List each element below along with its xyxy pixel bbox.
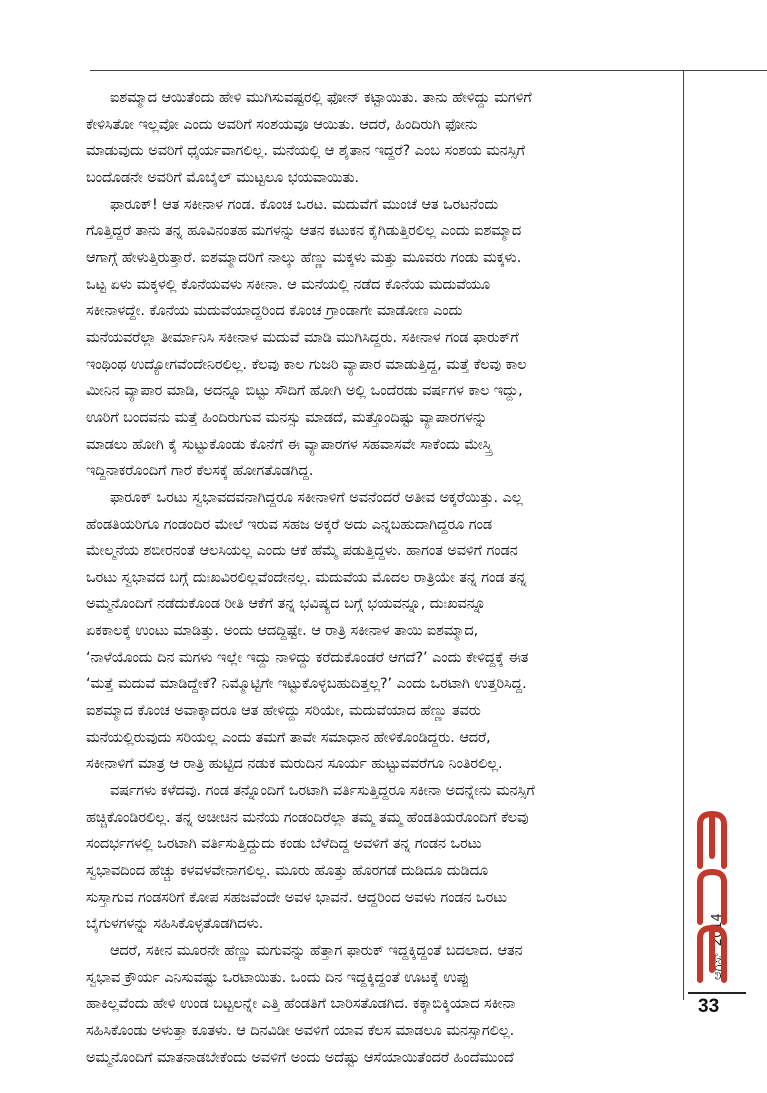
text-line: ಸಕೀನಾಳಿಗೆ ಮಾತ್ರ ಆ ರಾತ್ರಿ ಹುಟ್ಟಿದ ನಡುಕ ಮರುದಿನ ಸೂರ್ಯ ಹುಟ್ಟುವವರೆಗೂ ನಿಂತಿರಲಿಲ್ಲ.	[86, 756, 503, 773]
page-number-rule	[688, 992, 746, 994]
text-line: ಸಕೀನಾಳದ್ದೇ. ಕೊನೆಯ ಮದುವೆಯಾದ್ದರಿಂದ ಕೊಂಚ ಗ್ರಾಂಡಾಗೇ ಮಾಡೋಣ ಎಂದು	[86, 303, 463, 320]
text-line: ಮನೆಯಲ್ಲಿರುವುದು ಸರಿಯಲ್ಲ ಎಂದು ತಮಗೆ ತಾವೇ ಸಮಾಧಾನ ಹೇಳಿಕೊಂಡಿದ್ದರು. ಆದರೆ,	[86, 729, 491, 746]
text-line: ಮಾಡುವುದು ಅವರಿಗೆ ಧೈರ್ಯವಾಗಲಿಲ್ಲ. ಮನೆಯಲ್ಲಿ ಆ ಶೈತಾನ ಇದ್ದರೆ? ಎಂಬ ಸಂಶಯ ಮನಸ್ಸಿಗೆ	[86, 143, 525, 160]
paragraph	[86, 485, 694, 778]
text-line: ಹೆಂಡತಿಯರಿಗೂ ಗಂಡಂದಿರ ಮೇಲೆ ಇರುವ ಸಹಜ ಅಕ್ಕರೆ ಅದು ಎನ್ನಬಹುದಾಗಿದ್ದರೂ ಗಂಡ	[86, 516, 492, 533]
text-line: ಮೇಲ್ಮನೆಯ ಶಬೀರನಂತೆ ಆಲಸಿಯಲ್ಲ ಎಂದು ಆಕೆ ಹೆಮ್ಮೆ ಪಡುತ್ತಿದ್ದಳು. ಹಾಗಂತ ಅವಳಿಗೆ ಗಂಡನ	[86, 543, 518, 560]
text-line: ಇದ್ದಿನಾಕರೊಂದಿಗೆ ಗಾರೆ ಕೆಲಸಕ್ಕೆ ಹೋಗತೊಡಗಿದ್ದ.	[86, 463, 314, 480]
text-line: ವರ್ಷಗಳು ಕಳೆದವು. ಗಂಡ ತನ್ನೊಂದಿಗೆ ಒರಟಾಗಿ ವರ್ತಿಸುತ್ತಿದ್ದರೂ ಸಕೀನಾ ಅದನ್ನೇನು ಮನಸ್ಸಿಗೆ	[110, 783, 535, 800]
top-rule	[90, 70, 767, 71]
text-line: ಅಮ್ಮನೊಂದಿಗೆ ಮಾತನಾಡಬೇಕೆಂದು ಅವಳಿಗೆ ಅಂದು ಅದೆಷ್ಟು ಆಸೆಯಾಯಿತೆಂದರೆ ಹಿಂದೆಮುಂದೆ	[86, 1049, 514, 1066]
text-line: ಫಾರೂಕ್! ಆತ ಸಕೀನಾಳ ಗಂಡ. ಕೊಂಚ ಒರಟ. ಮದುವೆಗೆ ಮುಂಚೆ ಆತ ಒರಟನೆಂದು	[110, 196, 499, 213]
text-line: ಮೀನಿನ ವ್ಯಾಪಾರ ಮಾಡಿ, ಅದನ್ನೂ ಬಿಟ್ಟು ಸೌದಿಗೆ ಹೋಗಿ ಅಲ್ಲಿ ಒಂದೆರಡು ವರ್ಷಗಳ ಕಾಲ ಇದ್ದು,	[86, 383, 523, 400]
text-line: ಸ್ವಭಾವದಿಂದ ಹೆಚ್ಚು ಕಳವಳವೇನಾಗಲಿಲ್ಲ. ಮೂರು ಹೊತ್ತು ಹೊರಗಡೆ ದುಡಿದೂ ದುಡಿದೂ	[86, 863, 488, 880]
text-line: ಫಾರೂಕ್ ಒರಟು ಸ್ವಭಾವದವನಾಗಿದ್ದರೂ ಸಕೀನಾಳಿಗೆ ಅವನೆಂದರೆ ಅತೀವ ಅಕ್ಕರೆಯಿತ್ತು. ಎಲ್ಲ	[110, 489, 523, 506]
text-line: ಐಶಮ್ಮಾದ ಕೊಂಚ ಅವಾಕ್ಕಾದರೂ ಆತ ಹೇಳಿದ್ದು ಸರಿಯೇ, ಮದುವೆಯಾದ ಹೆಣ್ಣು ತವರು	[86, 703, 481, 720]
text-line: ಅಮ್ಮನೊಂದಿಗೆ ನಡೆದುಕೊಂಡ ರೀತಿ ಆಕೆಗೆ ತನ್ನ ಭವಿಷ್ಯದ ಬಗ್ಗೆ ಭಯವನ್ನೂ, ದುಃಖವನ್ನೂ	[86, 596, 486, 613]
paragraph	[86, 85, 694, 192]
text-line: ಸಹಿಸಿಕೊಂಡು ಅಳುತ್ತಾ ಕೂತಳು. ಆ ದಿನವಿಡೀ ಅವಳಿಗೆ ಯಾವ ಕೆಲಸ ಮಾಡಲೂ ಮನಸ್ಸಾಗಲಿಲ್ಲ.	[86, 1022, 515, 1039]
article-body	[86, 85, 694, 1071]
text-line: ಇಂಥಿಂಥ ಉದ್ಯೋಗವೆಂದೇನಿರಲಿಲ್ಲ. ಕೆಲವು ಕಾಲ ಗುಜರಿ ವ್ಯಾಪಾರ ಮಾಡುತ್ತಿದ್ದ, ಮತ್ತೆ ಕೆಲವು ಕಾಲ	[86, 356, 527, 373]
paragraph	[86, 778, 694, 938]
text-line: ಗೊತ್ತಿದ್ದರೆ ತಾನು ತನ್ನ ಹೂವಿನಂತಹ ಮಗಳನ್ನು ಆತನ ಕಟುಕನ ಕೈಗಿಡುತ್ತಿರಲಿಲ್ಲ ಎಂದು ಐಶಮ್ಮಾದ	[86, 223, 522, 240]
text-line: ಬಂದೊಡನೇ ಅವರಿಗೆ ಮೊಬೈಲ್ ಮುಟ್ಟಲೂ ಭಯವಾಯಿತು.	[86, 169, 360, 186]
text-line: ಕೇಳಿಸಿತೋ ಇಲ್ಲವೋ ಎಂದು ಅವರಿಗೆ ಸಂಶಯವೂ ಆಯಿತು. ಆದರೆ, ಹಿಂದಿರುಗಿ ಫೋನು	[86, 116, 478, 133]
text-line: ಮನೆಯವರೆಲ್ಲಾ ತೀರ್ಮಾನಿಸಿ ಸಕೀನಾಳ ಮದುವೆ ಮಾಡಿ ಮುಗಿಸಿದ್ದರು. ಸಕೀನಾಳ ಗಂಡ ಫಾರುಕ್‌ಗೆ	[86, 329, 519, 346]
magazine-masthead	[692, 810, 737, 985]
text-line: ಆಗಾಗ್ಗೆ ಹೇಳುತ್ತಿರುತ್ತಾರೆ. ಐಶಮ್ಮಾದರಿಗೆ ನಾಲ್ಕು ಹೆಣ್ಣು ಮಕ್ಕಳು ಮತ್ತು ಮೂವರು ಗಂಡು ಮಕ್ಕಳು.	[86, 249, 522, 266]
paragraph	[86, 938, 694, 1071]
text-line: ಹಚ್ಚಿಕೊಂಡಿರಲಿಲ್ಲ. ತನ್ನ ಅಚೀಚಿನ ಮನೆಯ ಗಂಡಂದಿರೆಲ್ಲಾ ತಮ್ಮ ತಮ್ಮ ಹೆಂಡತಿಯರೊಂದಿಗೆ ಕೆಲವು	[86, 809, 529, 826]
page-number: 33	[698, 996, 720, 1017]
text-line: ಮಾಡಲು ಹೋಗಿ ಕೈ ಸುಟ್ಟುಕೊಂಡು ಕೊನೆಗೆ ಈ ವ್ಯಾಪಾರಗಳ ಸಹವಾಸವೇ ಸಾಕೆಂದು ಮೇಸ್ತ್ರಿ	[86, 436, 492, 453]
text-line: ಒರಟು ಸ್ವಭಾವದ ಬಗ್ಗೆ ದುಃಖವಿರಲಿಲ್ಲವೆಂದೇನಲ್ಲ. ಮದುವೆಯ ಮೊದಲ ರಾತ್ರಿಯೇ ತನ್ನ ಗಂಡ ತನ್ನ	[86, 569, 527, 586]
text-line: ಹಾಕಿಲ್ಲವೆಂದು ಹೇಳಿ ಉಂಡ ಬಟ್ಟಲನ್ನೇ ಎತ್ತಿ ಹೆಂಡತಿಗೆ ಬಾರಿಸತೊಡಗಿದ. ಕಕ್ಕಾಬಿಕ್ಕಿಯಾದ ಸಕೀನಾ	[86, 996, 516, 1013]
text-line: ಐಶಮ್ಮಾದ ಆಯಿತೆಂದು ಹೇಳಿ ಮುಗಿಸುವಷ್ಟರಲ್ಲಿ ಫೋನ್ ಕಟ್ಟಾಯಿತು. ತಾನು ಹೇಳಿದ್ದು ಮಗಳಿಗೆ	[110, 90, 532, 106]
paragraph	[86, 192, 694, 485]
text-line: ಆದರೆ, ಸಕೀನ ಮೂರನೇ ಹೆಣ್ಣು ಮಗುವನ್ನು ಹೆತ್ತಾಗ ಫಾರುಕ್ ಇದ್ದಕ್ಕಿದ್ದಂತೆ ಬದಲಾದ. ಆತನ	[110, 943, 523, 959]
text-line: ‘ಮತ್ತೆ ಮದುವೆ ಮಾಡಿದ್ದೇಕೆ? ನಿಮ್ಮೊಟ್ಟಿಗೇ ಇಟ್ಟುಕೊಳ್ಳಬಹುದಿತ್ತಲ್ಲ?’ ಎಂದು ಒರಟಾಗಿ ಉತ್ತರಿಸಿದ್ದ.	[86, 676, 527, 693]
text-line: ಏಕಕಾಲಕ್ಕೆ ಉಂಟು ಮಾಡಿತ್ತು. ಅಂದು ಆದದ್ದಿಷ್ಟೇ. ಆ ರಾತ್ರಿ ಸಕೀನಾಳ ತಾಯಿ ಐಶಮ್ಮಾದ,	[86, 623, 479, 640]
text-line: ಸ್ವಭಾವ ಕ್ರೌರ್ಯ ಎನಿಸುವಷ್ಟು ಒರಟಾಯಿತು. ಒಂದು ದಿನ ಇದ್ದಕ್ಕಿದ್ದಂತೆ ಊಟಕ್ಕೆ ಉಪ್ಪು	[86, 969, 470, 986]
issue-year: 2014	[710, 913, 725, 947]
text-line: ಒಟ್ಟ ಏಳು ಮಕ್ಕಳಲ್ಲಿ ಕೊನೆಯವಳು ಸಕೀನಾ. ಆ ಮನೆಯಲ್ಲಿ ನಡೆದ ಕೊನೆಯ ಮದುವೆಯೂ	[86, 276, 490, 293]
text-line: ಬೈಗುಳಗಳನ್ನು ಸಹಿಸಿಕೊಳ್ಳತೊಡಗಿದಳು.	[86, 916, 264, 933]
text-line: ಸಂದರ್ಭಗಳಲ್ಲಿ ಒರಟಾಗಿ ವರ್ತಿಸುತ್ತಿದ್ದುದು ಕಂಡು ಬೆಳೆದಿದ್ದ ಅವಳಿಗೆ ತನ್ನ ಗಂಡನ ಒರಟು	[86, 836, 482, 853]
text-line: ಊರಿಗೆ ಬಂದವನು ಮತ್ತೆ ಹಿಂದಿರುಗುವ ಮನಸ್ಸು ಮಾಡದೆ, ಮತ್ತೊಂದಿಷ್ಟು ವ್ಯಾಪಾರಗಳನ್ನು	[86, 409, 488, 426]
text-line: ಸುಸ್ತಾಗುವ ಗಂಡಸರಿಗೆ ಕೋಪ ಸಹಜವೆಂದೇ ಅವಳ ಭಾವನೆ. ಆದ್ದರಿಂದ ಅವಳು ಗಂಡನ ಒರಟು	[86, 889, 508, 906]
magazine-logo	[692, 810, 737, 985]
text-line: ‘ನಾಳೆಯೊಂದು ದಿನ ಮಗಳು ಇಲ್ಲೇ ಇದ್ದು ನಾಳಿದ್ದು ಕರೆದುಕೊಂಡರೆ ಆಗದೆ?’ ಎಂದು ಕೇಳಿದ್ದಕ್ಕೆ ಈತ	[86, 649, 529, 666]
issue-month: ಆಗಸ್ಟ್	[710, 952, 725, 980]
